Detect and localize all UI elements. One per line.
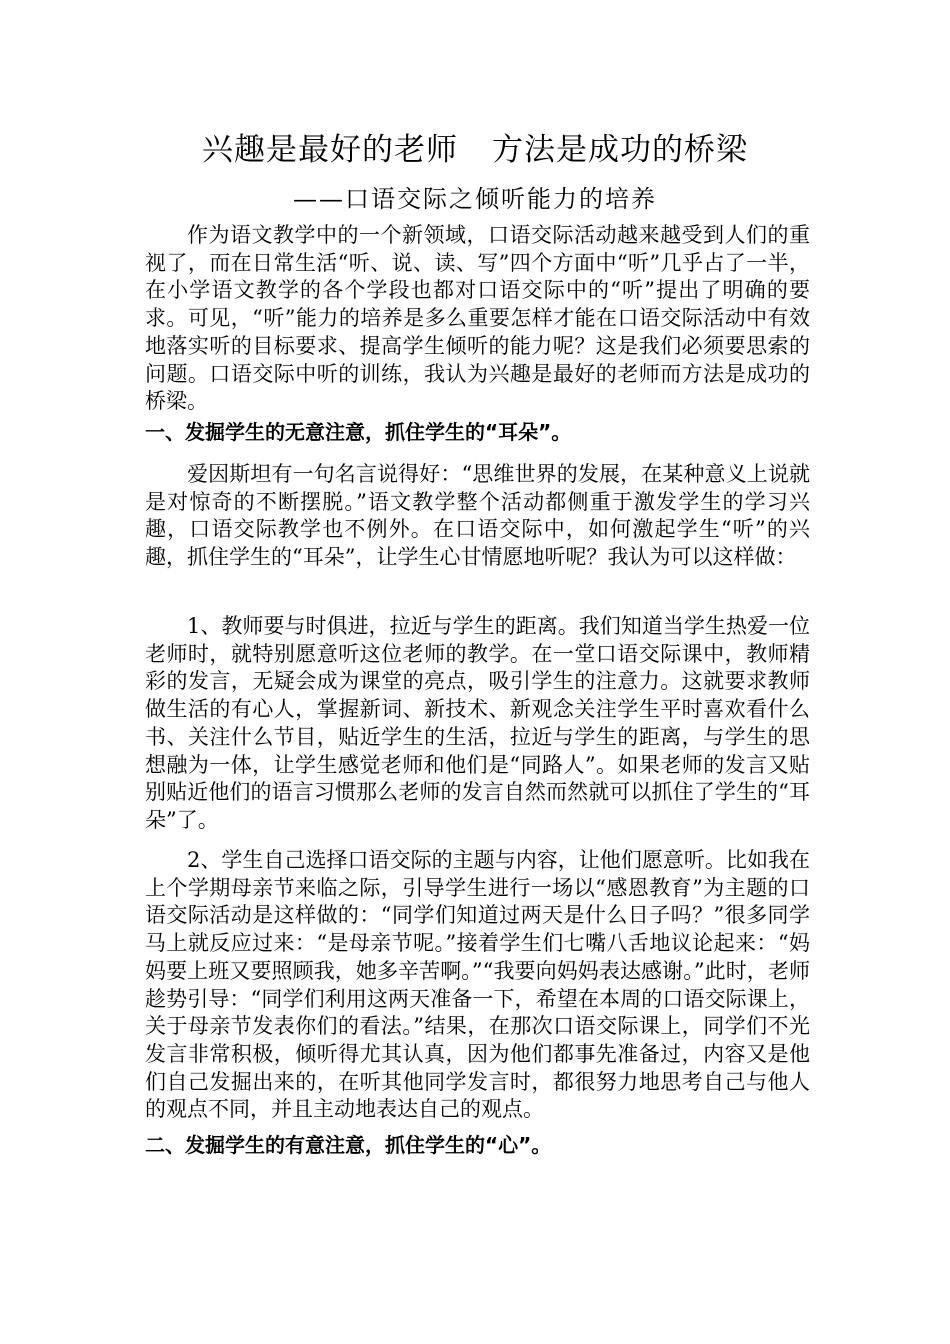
section-1-heading: 一、发掘学生的无意注意，抓住学生的“耳朵”。 bbox=[145, 420, 572, 444]
intro-paragraph: 作为语文教学中的一个新领域，口语交际活动越来越受到人们的重视了，而在日常生活“听、说、读、写”四个方面中“听”几乎占了一半，在小学语文教学的各个学段也都对口语交际中的“听”提出了明确的要求。可见，“听”能力的培养是多么重要怎样才能在口语交际活动中有效地落实听的目标要求、提高学生倾听的能力呢？这是我们必须要思索的问题。口语交际中听的训练，我认为兴趣是最好的老师而方法是成功的桥梁。 bbox=[145, 223, 810, 414]
document-title bbox=[0, 128, 950, 172]
title-part-2: 方法是成功的桥梁 bbox=[492, 132, 748, 168]
title-part-1: 兴趣是最好的老师 bbox=[202, 132, 458, 168]
document-subtitle: ——口语交际之倾听能力的培养 bbox=[293, 185, 657, 213]
intro-block bbox=[145, 222, 810, 416]
section-1-paragraph-1: 爱因斯坦有一句名言说得好：“思维世界的发展，在某种意义上说就是对惊奇的不断摆脱。”语文教学整个活动都侧重于激发学生的学习兴趣，口语交际教学也不例外。在口语交际中，如何激起学生“听”的兴趣，抓住学生的“耳朵”，让学生心甘情愿地听呢？我认为可以这样做： bbox=[145, 462, 810, 570]
section-1-block-a bbox=[145, 461, 810, 572]
section-2-heading: 二、发掘学生的有意注意，抓住学生的“心”。 bbox=[145, 1133, 552, 1157]
section-1-block-b bbox=[145, 613, 810, 835]
section-1-point-2: 2、学生自己选择口语交际的主题与内容，让他们愿意听。比如我在上个学期母亲节来临之际，引导学生进行一场以“感恩教育”为主题的口语交际活动是这样做的：“同学们知道过两天是什么日子吗？”很多同学马上就反应过来：“是母亲节呢。”接着学生们七嘴八舌地议论起来：“妈妈要上班又要照顾我，她多辛苦啊。”“我要向妈妈表达感谢。”此时，老师趁势引导：“同学们利用这两天准备一下，希望在本周的口语交际课上，关于母亲节发表你们的看法。”结果，在那次口语交际课上，同学们不光发言非常积极，倾听得尤其认真，因为他们都事先准备过，内容又是他们自己发掘出来的，在听其他同学发言时，都很努力地思考自己与他人的观点不同，并且主动地表达自己的观点。 bbox=[145, 848, 810, 1122]
section-1-point-1: 1、教师要与时俱进，拉近与学生的距离。我们知道当学生热爱一位老师时，就特别愿意听这位老师的教学。在一堂口语交际课中，教师精彩的发言，无疑会成为课堂的亮点，吸引学生的注意力。这就要求教师做生活的有心人，掌握新词、新技术、新观念关注学生平时喜欢看什么书、关注什么节目，贴近学生的生活，拉近与学生的距离，与学生的思想融为一体，让学生感觉老师和他们是“同路人”。如果老师的发言又贴别贴近他们的语言习惯那么老师的发言自然而然就可以抓住了学生的“耳朵”了。 bbox=[145, 614, 810, 832]
section-1-block-c bbox=[145, 847, 810, 1124]
